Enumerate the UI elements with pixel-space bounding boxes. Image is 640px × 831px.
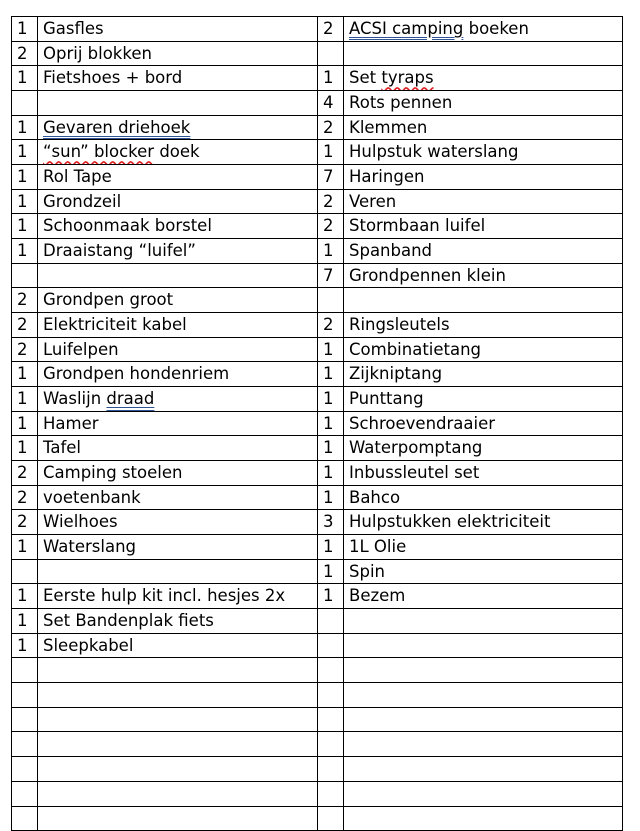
left-quantity-cell <box>12 263 38 288</box>
right-item-cell: Grondpennen klein <box>344 263 623 288</box>
table-row <box>12 337 623 362</box>
left-item-cell <box>38 91 318 116</box>
left-quantity-cell: 1 <box>12 584 38 609</box>
right-quantity-cell: 1 <box>318 387 344 412</box>
right-item-cell: Spanband <box>344 239 623 264</box>
right-item-cell: Waterpomptang <box>344 436 623 461</box>
left-item-cell <box>38 806 318 831</box>
table-row <box>12 781 623 806</box>
right-item-cell <box>344 609 623 634</box>
table-row <box>12 115 623 140</box>
right-quantity-cell: 2 <box>318 115 344 140</box>
table-row <box>12 189 623 214</box>
left-item-cell: Grondpen hondenriem <box>38 362 318 387</box>
left-item-cell: Set Bandenplak fiets <box>38 609 318 634</box>
right-quantity-cell: 7 <box>318 165 344 190</box>
left-item-cell: Camping stoelen <box>38 461 318 486</box>
packing-list-body <box>12 17 623 831</box>
left-quantity-cell <box>12 707 38 732</box>
left-quantity-cell <box>12 757 38 782</box>
right-item-cell <box>344 288 623 313</box>
right-item-cell: Bahco <box>344 485 623 510</box>
right-quantity-cell: 7 <box>318 263 344 288</box>
table-row <box>12 707 623 732</box>
table-row <box>12 362 623 387</box>
right-item-cell: Spin <box>344 559 623 584</box>
right-quantity-cell: 1 <box>318 559 344 584</box>
left-item-cell: Gasfles <box>38 17 318 42</box>
left-item-cell: voetenbank <box>38 485 318 510</box>
table-row <box>12 239 623 264</box>
right-item-cell: Schroevendraaier <box>344 411 623 436</box>
left-quantity-cell <box>12 683 38 708</box>
table-row <box>12 732 623 757</box>
left-quantity-cell <box>12 732 38 757</box>
right-quantity-cell <box>318 757 344 782</box>
right-quantity-cell: 1 <box>318 140 344 165</box>
left-quantity-cell <box>12 658 38 683</box>
left-quantity-cell: 2 <box>12 510 38 535</box>
left-item-cell: Grondzeil <box>38 189 318 214</box>
right-quantity-cell <box>318 288 344 313</box>
left-item-cell <box>38 683 318 708</box>
right-quantity-cell <box>318 707 344 732</box>
table-row <box>12 140 623 165</box>
right-item-cell: Klemmen <box>344 115 623 140</box>
table-row <box>12 165 623 190</box>
left-quantity-cell: 1 <box>12 633 38 658</box>
table-row <box>12 461 623 486</box>
left-item-cell: Tafel <box>38 436 318 461</box>
item-text: boeken <box>463 18 529 38</box>
right-item-cell: Rots pennen <box>344 91 623 116</box>
left-quantity-cell: 1 <box>12 239 38 264</box>
table-row <box>12 387 623 412</box>
left-quantity-cell: 1 <box>12 189 38 214</box>
table-row <box>12 559 623 584</box>
right-item-cell: Inbussleutel set <box>344 461 623 486</box>
right-quantity-cell: 2 <box>318 313 344 338</box>
table-row <box>12 658 623 683</box>
left-quantity-cell: 1 <box>12 165 38 190</box>
right-item-cell <box>344 781 623 806</box>
right-quantity-cell <box>318 658 344 683</box>
right-item-cell: 1L Olie <box>344 535 623 560</box>
proofing-marked-text: draad <box>106 388 155 408</box>
right-quantity-cell <box>318 609 344 634</box>
left-quantity-cell: 1 <box>12 140 38 165</box>
proofing-marked-text: Gevaren driehoek <box>43 117 191 137</box>
left-item-cell: Waterslang <box>38 535 318 560</box>
right-quantity-cell: 1 <box>318 66 344 91</box>
right-quantity-cell: 4 <box>318 91 344 116</box>
item-text: Set <box>349 68 382 88</box>
table-row <box>12 806 623 831</box>
left-item-cell <box>38 757 318 782</box>
right-item-cell <box>344 757 623 782</box>
item-text: doek <box>154 142 200 162</box>
left-quantity-cell: 1 <box>12 17 38 42</box>
proofing-marked-text: “sun” blocker <box>43 142 155 162</box>
right-quantity-cell: 2 <box>318 17 344 42</box>
right-item-cell <box>344 732 623 757</box>
left-quantity-cell: 1 <box>12 411 38 436</box>
right-item-cell <box>344 41 623 66</box>
proofing-marked-text: ACSI camping <box>349 18 464 38</box>
table-row <box>12 584 623 609</box>
right-item-cell <box>344 17 623 42</box>
right-quantity-cell: 1 <box>318 411 344 436</box>
table-row <box>12 313 623 338</box>
right-item-cell: Bezem <box>344 584 623 609</box>
table-row <box>12 510 623 535</box>
left-quantity-cell <box>12 91 38 116</box>
right-quantity-cell: 1 <box>318 362 344 387</box>
left-item-cell: Draaistang “luifel” <box>38 239 318 264</box>
left-item-cell: Luifelpen <box>38 337 318 362</box>
right-item-cell: Haringen <box>344 165 623 190</box>
left-quantity-cell <box>12 559 38 584</box>
table-row <box>12 535 623 560</box>
left-quantity-cell: 1 <box>12 609 38 634</box>
left-quantity-cell: 1 <box>12 436 38 461</box>
right-quantity-cell <box>318 633 344 658</box>
left-item-cell <box>38 781 318 806</box>
table-row <box>12 609 623 634</box>
left-quantity-cell <box>12 806 38 831</box>
right-quantity-cell <box>318 806 344 831</box>
right-quantity-cell: 2 <box>318 214 344 239</box>
left-quantity-cell: 1 <box>12 362 38 387</box>
left-item-cell <box>38 263 318 288</box>
left-item-cell <box>38 387 318 412</box>
left-quantity-cell: 2 <box>12 485 38 510</box>
right-quantity-cell: 1 <box>318 436 344 461</box>
table-row <box>12 17 623 42</box>
left-item-cell: Rol Tape <box>38 165 318 190</box>
left-item-cell: Elektriciteit kabel <box>38 313 318 338</box>
left-quantity-cell: 2 <box>12 313 38 338</box>
table-row <box>12 633 623 658</box>
left-quantity-cell: 1 <box>12 387 38 412</box>
right-quantity-cell <box>318 781 344 806</box>
right-item-cell <box>344 633 623 658</box>
table-row <box>12 288 623 313</box>
table-row <box>12 66 623 91</box>
left-item-cell <box>38 115 318 140</box>
left-item-cell: Eerste hulp kit incl. hesjes 2x <box>38 584 318 609</box>
right-item-cell: Combinatietang <box>344 337 623 362</box>
left-item-cell <box>38 559 318 584</box>
right-item-cell <box>344 707 623 732</box>
left-quantity-cell: 1 <box>12 214 38 239</box>
right-item-cell: Veren <box>344 189 623 214</box>
table-row <box>12 757 623 782</box>
left-item-cell: Hamer <box>38 411 318 436</box>
right-quantity-cell: 1 <box>318 239 344 264</box>
right-quantity-cell <box>318 683 344 708</box>
left-quantity-cell: 2 <box>12 461 38 486</box>
table-row <box>12 436 623 461</box>
right-item-cell <box>344 658 623 683</box>
left-item-cell <box>38 140 318 165</box>
right-quantity-cell: 3 <box>318 510 344 535</box>
left-item-cell: Oprij blokken <box>38 41 318 66</box>
right-item-cell: Ringsleutels <box>344 313 623 338</box>
table-row <box>12 41 623 66</box>
right-item-cell: Zijkniptang <box>344 362 623 387</box>
right-item-cell <box>344 683 623 708</box>
right-quantity-cell <box>318 732 344 757</box>
left-item-cell: Grondpen groot <box>38 288 318 313</box>
right-quantity-cell: 2 <box>318 189 344 214</box>
right-item-cell <box>344 806 623 831</box>
right-item-cell: Stormbaan luifel <box>344 214 623 239</box>
left-quantity-cell: 1 <box>12 115 38 140</box>
left-item-cell: Wielhoes <box>38 510 318 535</box>
right-item-cell <box>344 66 623 91</box>
table-row <box>12 214 623 239</box>
left-quantity-cell: 1 <box>12 66 38 91</box>
table-row <box>12 91 623 116</box>
right-quantity-cell <box>318 41 344 66</box>
proofing-marked-text: tyraps <box>381 68 434 88</box>
left-item-cell: Schoonmaak borstel <box>38 214 318 239</box>
table-row <box>12 683 623 708</box>
left-quantity-cell: 1 <box>12 535 38 560</box>
left-item-cell <box>38 658 318 683</box>
left-quantity-cell: 2 <box>12 41 38 66</box>
left-item-cell: Fietshoes + bord <box>38 66 318 91</box>
right-item-cell: Hulpstuk waterslang <box>344 140 623 165</box>
table-row <box>12 411 623 436</box>
right-quantity-cell: 1 <box>318 485 344 510</box>
left-item-cell <box>38 707 318 732</box>
item-text: Waslijn <box>43 388 107 408</box>
right-quantity-cell: 1 <box>318 337 344 362</box>
right-quantity-cell: 1 <box>318 461 344 486</box>
right-quantity-cell: 1 <box>318 584 344 609</box>
left-quantity-cell <box>12 781 38 806</box>
left-item-cell <box>38 732 318 757</box>
table-row <box>12 263 623 288</box>
left-quantity-cell: 2 <box>12 337 38 362</box>
packing-list-table <box>11 16 623 831</box>
right-item-cell: Punttang <box>344 387 623 412</box>
left-quantity-cell: 2 <box>12 288 38 313</box>
right-item-cell: Hulpstukken elektriciteit <box>344 510 623 535</box>
right-quantity-cell: 1 <box>318 535 344 560</box>
table-row <box>12 485 623 510</box>
left-item-cell: Sleepkabel <box>38 633 318 658</box>
